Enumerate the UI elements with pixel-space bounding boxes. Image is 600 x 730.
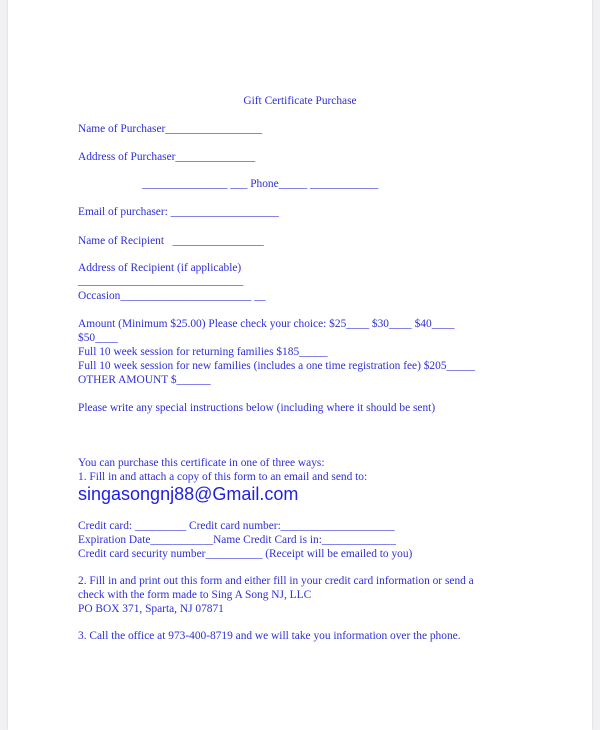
option-1-email: 1. Fill in and attach a copy of this form to an email and send to: [78, 471, 368, 483]
email-of-purchaser-field[interactable]: Email of purchaser: ___________________ [78, 206, 279, 218]
po-box-address: PO BOX 371, Sparta, NJ 07871 [78, 603, 224, 615]
option-3-phone: 3. Call the office at 973-400-8719 and we will take you information over the phone. [78, 630, 461, 642]
purchase-ways-heading: You can purchase this certificate in one of three ways: [78, 457, 325, 469]
special-instructions-label: Please write any special instructions below (including where it should be sent) [78, 402, 436, 414]
security-number-field[interactable]: Credit card security number__________ (Receipt will be emailed to you) [78, 548, 413, 560]
full-session-new[interactable]: Full 10 week session for new families (includes a one time registration fee) $205_____ [78, 360, 475, 372]
occasion-field[interactable]: Occasion_______________________ __ [78, 290, 266, 302]
amount-50-choice[interactable]: $50____ [78, 332, 118, 344]
address-of-purchaser-field[interactable]: Address of Purchaser______________ [78, 151, 256, 163]
form-title: Gift Certificate Purchase [243, 95, 357, 107]
amount-choice-line[interactable]: Amount (Minimum $25.00) Please check your choice: $25____ $30____ $40____ [78, 318, 455, 330]
phone-field[interactable]: _______________ ___ Phone_____ ____________ [142, 178, 379, 190]
email-address-link[interactable]: singasongnj88@Gmail.com [78, 484, 299, 504]
name-of-recipient-field[interactable]: Name of Recipient ________________ [78, 235, 264, 247]
form-page [8, 0, 592, 730]
other-amount-field[interactable]: OTHER AMOUNT $______ [78, 374, 211, 386]
name-of-purchaser-field[interactable]: Name of Purchaser_________________ [78, 123, 263, 135]
address-of-recipient-field[interactable]: _____________________________ [78, 275, 244, 287]
expiration-date-field[interactable]: Expiration Date___________Name Credit Card is in:_____________ [78, 534, 396, 546]
option-2-line-1: 2. Fill in and print out this form and either fill in your credit card information or send a [78, 575, 474, 587]
full-session-returning[interactable]: Full 10 week session for returning families $185_____ [78, 346, 328, 358]
address-of-recipient-label: Address of Recipient (if applicable) [78, 262, 242, 274]
option-2-line-2: check with the form made to Sing A Song NJ, LLC [78, 589, 312, 601]
credit-card-field[interactable]: Credit card: _________ Credit card number:____________________ [78, 520, 395, 532]
